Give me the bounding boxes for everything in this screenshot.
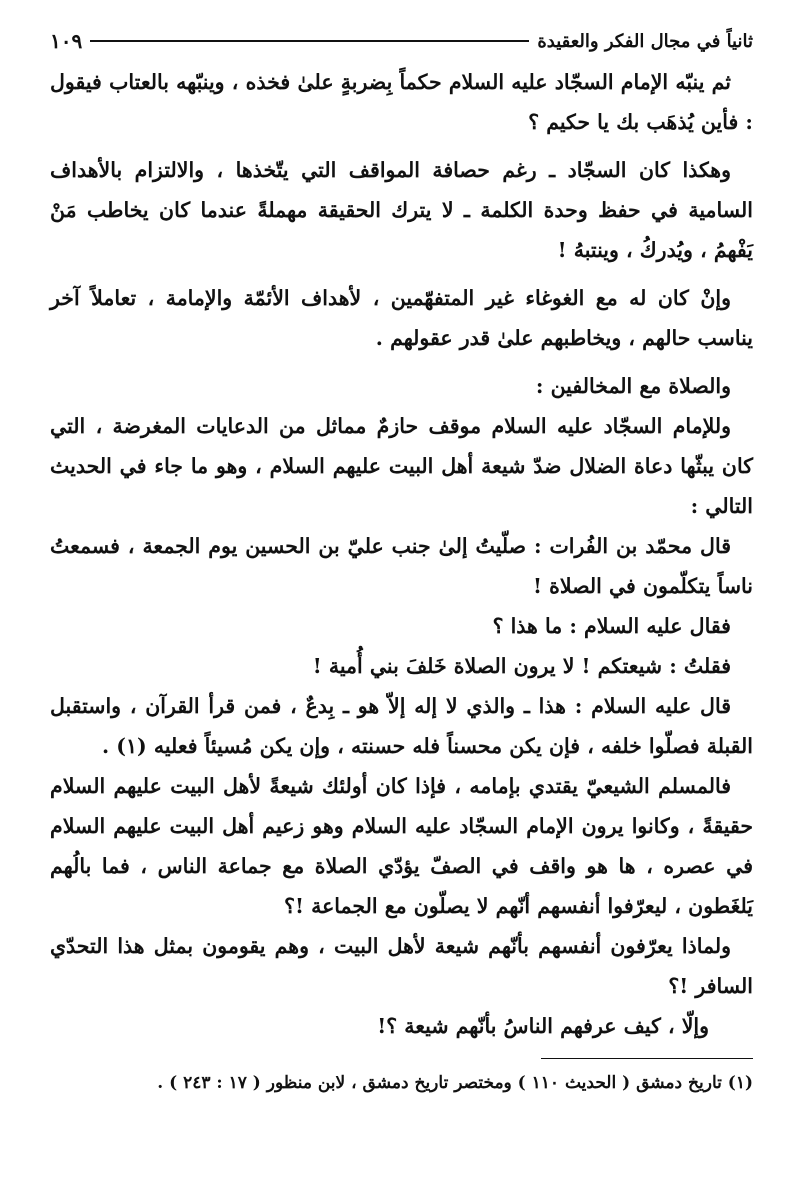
footnote-rule — [541, 1058, 753, 1059]
paragraph-5: قال محمّد بن الفُرات : صلّيتُ إلىٰ جنب عليّ بن الحسين يوم الجمعة ، فسمعتُ ناساً يتكلّمون في الصلاة ! — [50, 534, 753, 598]
page-header — [50, 26, 753, 56]
paragraph-8: قال عليه السلام : هذا ـ والذي لا إله إلاّ هو ـ بِدعٌ ، فمن قرأ القرآن ، واستقبل القبلة فصلّوا خلفه ، فإن يكن محسناً فله حسنته ، وإن يكن مُسيئاً فعليه (١) . — [50, 694, 753, 758]
page-body — [50, 62, 753, 1046]
footnote: (١) تاريخ دمشق ( الحديث ١١٠ ) ومختصر تاريخ دمشق ، لابن منظور ( ١٧ : ٢٤٣ ) . — [157, 1073, 753, 1093]
section-heading: والصلاة مع المخالفين : — [535, 374, 731, 398]
paragraph-10: ولماذا يعرّفون أنفسهم بأنّهم شيعة لأهل البيت ، وهم يقومون بمثل هذا التحدّي السافر !؟ — [50, 934, 753, 998]
page-number: ١٠٩ — [50, 29, 83, 53]
paragraph-9: فالمسلم الشيعيّ يقتدي بإمامه ، فإذا كان أولئك شيعةً لأهل البيت عليهم السلام حقيقةً ، وكانوا يرون الإمام السجّاد عليه السلام وهو زعيم أهل البيت عليهم السلام في عصره ، ها هو واقف في الصفّ يؤدّي الصلاة مع جماعة الناس ، فما بالُهم يَلغَطون ، ليعرّفوا أنفسهم أنّهم لا يصلّون مع الجماعة !؟ — [50, 774, 753, 918]
paragraph-7: فقلتُ : شيعتكم ! لا يرون الصلاة خَلفَ بني أُمية ! — [312, 654, 731, 678]
paragraph-1: ثم ينبّه الإمام السجّاد عليه السلام حكماً بِضربةٍ علىٰ فخذه ، وينبّهه بالعتاب فيقول : فأين يُذهَب بك يا حكيم ؟ — [50, 70, 753, 134]
paragraph-6: فقال عليه السلام : ما هذا ؟ — [492, 614, 731, 638]
paragraph-3: وإنْ كان له مع الغوغاء غير المتفهّمين ، لأهداف الأئمّة والإمامة ، تعاملاً آخر يناسب حالهم ، ويخاطبهم علىٰ قدر عقولهم . — [50, 286, 753, 350]
paragraph-2: وهكذا كان السجّاد ـ رغم حصافة المواقف التي يتّخذها ، والالتزام بالأهداف السامية في حفظ وحدة الكلمة ـ لا يترك الحقيقة مهملةً عندما كان يخاطب مَنْ يَفْهمُ ، ويُدركُ ، وينتبهُ ! — [50, 158, 753, 262]
paragraph-4: وللإمام السجّاد عليه السلام موقف حازمٌ مماثل من الدعايات المغرضة ، التي كان يبثّها دعاة الضلال ضدّ شيعة أهل البيت عليهم السلام ، وهو ما جاء في الحديث التالي : — [50, 414, 753, 518]
header-rule — [90, 40, 529, 42]
paragraph-11: وإلّا ، كيف عرفهم الناسُ بأنّهم شيعة ؟! — [377, 1014, 709, 1038]
running-title: ثانياً في مجال الفكر والعقيدة — [537, 30, 753, 52]
